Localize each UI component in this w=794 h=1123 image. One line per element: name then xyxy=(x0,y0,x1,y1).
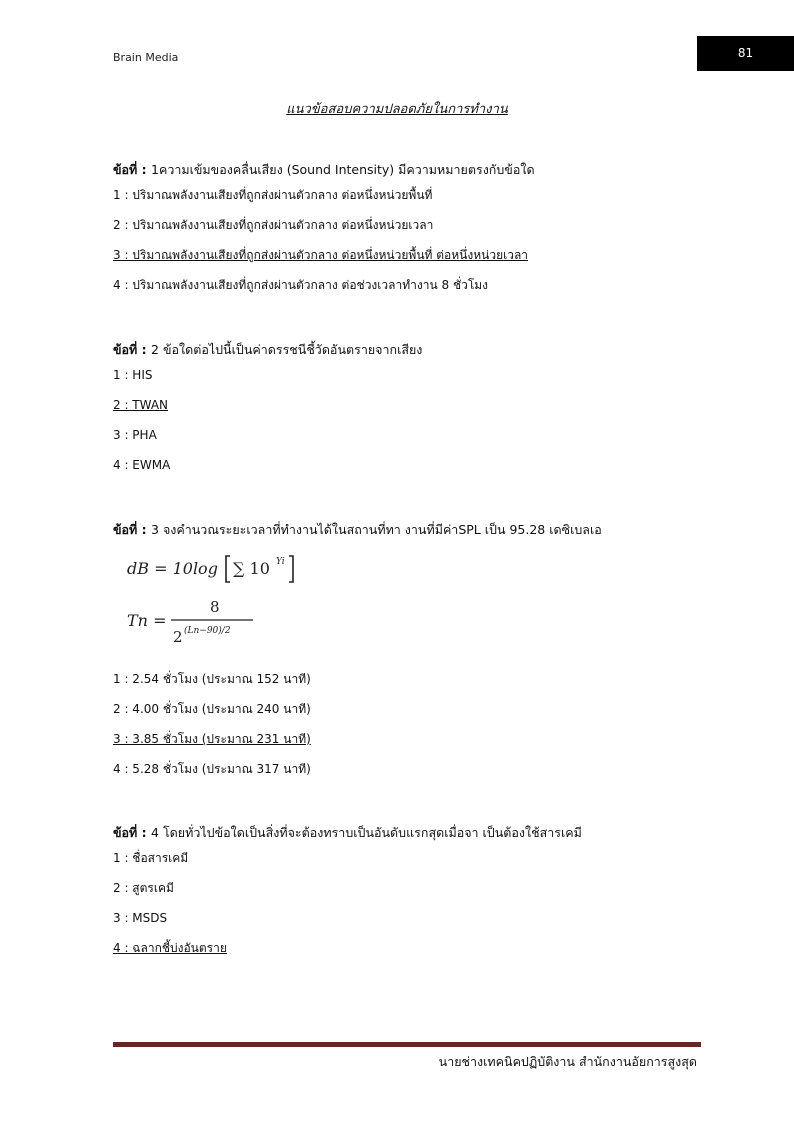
formula-tn-lhs: Tn = xyxy=(127,611,167,630)
choice-1: 1 : ปริมาณพลังงานเสียงที่ถูกส่งผ่านตัวกลาง ต่อหนึ่งหน่วยพื้นที่ xyxy=(113,188,433,202)
choice-3: 3 : MSDS xyxy=(113,911,168,925)
choice-2: 2 : สูตรเคมี xyxy=(113,881,174,895)
choice-2-correct: 2 : TWAN xyxy=(113,398,169,412)
question-heading xyxy=(113,160,703,180)
question-label: ข้อที่ : xyxy=(113,522,147,537)
choice-4-correct: 4 : ฉลากชี้บ่งอันตราย xyxy=(113,941,227,955)
formula-image xyxy=(127,554,703,652)
choice-1: 1 : ชื่อสารเคมี xyxy=(113,851,189,865)
question-heading xyxy=(113,340,703,360)
question-heading xyxy=(113,520,703,540)
formula-exponent: Yi xyxy=(276,557,285,567)
question-label: ข้อที่ : xyxy=(113,342,147,357)
choice-4: 4 : EWMA xyxy=(113,458,171,472)
formula-numerator: 8 xyxy=(210,598,220,616)
footer-divider xyxy=(113,1042,701,1047)
question-label: ข้อที่ : xyxy=(113,825,147,840)
choice-4: 4 : ปริมาณพลังงานเสียงที่ถูกส่งผ่านตัวกลาง ต่อช่วงเวลาทำงาน 8 ชั่วโมง xyxy=(113,278,489,292)
formula-den-base: 2 xyxy=(173,628,183,646)
formula-bracket-right xyxy=(289,556,293,582)
question-text: 2 ข้อใดต่อไปนี้เป็นค่าดรรชนีชี้วัดอันตรายจากเสียง xyxy=(151,342,423,357)
formula-sum: ∑ 10 xyxy=(233,559,270,578)
footer-text: นายช่างเทคนิคปฏิบัติงาน สำนักงานอัยการสูงสุด xyxy=(438,1054,697,1069)
choice-2: 2 : ปริมาณพลังงานเสียงที่ถูกส่งผ่านตัวกลาง ต่อหนึ่งหน่วยเวลา xyxy=(113,218,434,232)
choice-3-correct: 3 : ปริมาณพลังงานเสียงที่ถูกส่งผ่านตัวกลาง ต่อหนึ่งหน่วยพื้นที่ ต่อหนึ่งหน่วยเวลา xyxy=(113,248,529,262)
formula-den-exponent: (Ln−90)/2 xyxy=(184,626,231,636)
choice-3: 3 : PHA xyxy=(113,428,157,442)
question-label: ข้อที่ : xyxy=(113,162,147,177)
question-heading xyxy=(113,823,703,843)
choice-1: 1 : HIS xyxy=(113,368,153,382)
question-text: 4 โดยทั่วไปข้อใดเป็นสิ่งที่จะต้องทราบเป็นอันดับแรกสุดเมื่อจา เป็นต้องใช้สารเคมี xyxy=(151,825,582,840)
formula-bracket-left xyxy=(226,556,230,582)
choice-4: 4 : 5.28 ชั่วโมง (ประมาณ 317 นาที) xyxy=(113,762,311,776)
header-brand: Brain Media xyxy=(113,51,179,64)
choice-1: 1 : 2.54 ชั่วโมง (ประมาณ 152 นาที) xyxy=(113,672,311,686)
choice-3-correct: 3 : 3.85 ชั่วโมง (ประมาณ 231 นาที) xyxy=(113,732,311,746)
question-text: 3 จงคำนวณระยะเวลาที่ทำงานได้ในสถานที่ทา งานที่มีค่าSPL เป็น 95.28 เดซิเบลเอ xyxy=(151,522,602,537)
question-text: 1ความเข้มของคลื่นเสียง (Sound Intensity) มีความหมายตรงกับข้อใด xyxy=(151,162,535,177)
page-number: 81 xyxy=(697,36,794,71)
question-4 xyxy=(113,823,703,963)
formula-db-lhs: dB = 10log xyxy=(127,559,218,578)
question-2 xyxy=(113,340,703,480)
question-1 xyxy=(113,160,703,300)
question-3 xyxy=(113,520,703,784)
formula-svg xyxy=(127,554,307,648)
document-title: แนวข้อสอบความปลอดภัยในการทำงาน xyxy=(286,102,508,117)
choice-2: 2 : 4.00 ชั่วโมง (ประมาณ 240 นาที) xyxy=(113,702,311,716)
